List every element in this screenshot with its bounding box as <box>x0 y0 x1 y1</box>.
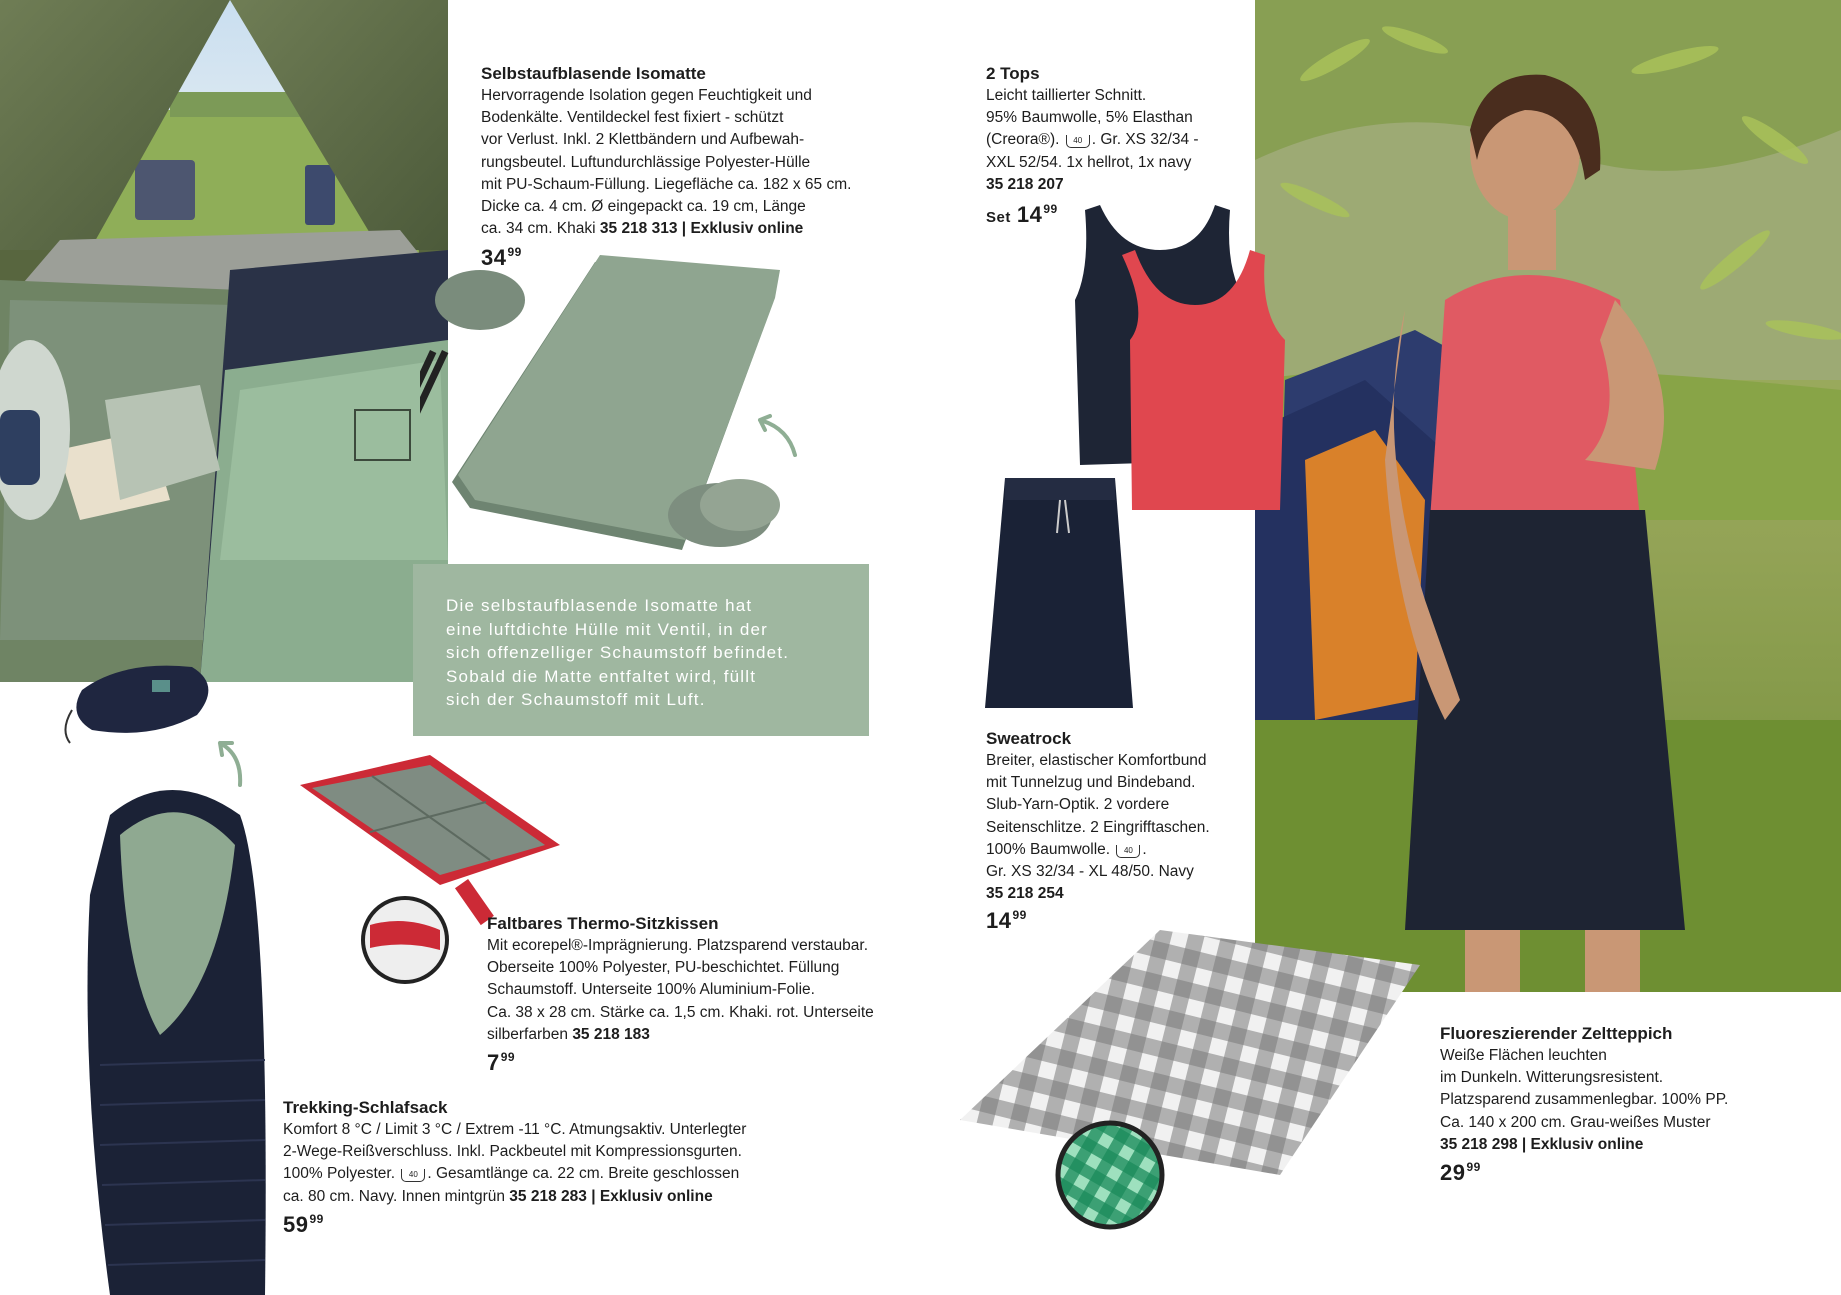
schlafsack-line-part: ca. 80 cm. Navy. Innen mintgrün <box>283 1187 505 1205</box>
set-label: Set <box>986 209 1011 226</box>
isomatte-line: vor Verlust. Inkl. 2 Klettbändern und Aufbewah- <box>481 131 805 149</box>
separator: | <box>681 220 687 238</box>
schlafsack-description <box>283 1096 746 1208</box>
schlafsack-line-part: . Gesamtlänge ca. 22 cm. Breite geschlossen <box>427 1165 740 1183</box>
sitzkissen-line: Ca. 38 x 28 cm. Stärke ca. 1,5 cm. Khaki. rot. Unterseite <box>487 1003 874 1021</box>
sweatrock-line: Breiter, elastischer Komfortbund <box>986 752 1207 769</box>
sweatrock-line: Gr. XS 32/34 - XL 48/50. Navy <box>986 863 1194 881</box>
woman-camping-photo <box>1255 0 1841 992</box>
schlafsack-line: Komfort 8 °C / Limit 3 °C / Extrem -11 °C. Atmungsaktiv. Unterlegter <box>283 1121 747 1138</box>
tops-line <box>986 129 1199 151</box>
curved-arrow-icon <box>750 410 800 460</box>
tops-line-part: (Creora®). <box>986 131 1060 149</box>
article-number: 35 218 254 <box>986 885 1064 903</box>
schlafsack-line <box>283 1163 746 1185</box>
isomatte-line: rungsbeutel. Luftundurchlässige Polyester-Hülle <box>481 153 811 171</box>
zeltteppich-description <box>1440 1022 1728 1156</box>
isomatte-line: Dicke ca. 4 cm. Ø eingepackt ca. 19 cm, Länge <box>481 198 806 216</box>
isomatte-line: Hervorragende Isolation gegen Feuchtigkeit und <box>481 87 812 104</box>
isomatte-price <box>481 245 522 271</box>
tops-description <box>986 62 1199 196</box>
sitzkissen-line: silberfarben <box>487 1025 568 1043</box>
sweatrock-line: mit Tunnelzug und Bindeband. <box>986 774 1196 792</box>
tops-line: XXL 52/54. 1x hellrot, 1x navy <box>986 153 1192 171</box>
sleeping-mat-image <box>420 250 880 570</box>
price-main: 14 <box>1016 202 1043 227</box>
wash-40-icon: 40 <box>1066 135 1090 148</box>
schlafsack-line-part: 100% Polyester. <box>283 1165 396 1183</box>
sweatrock-title: Sweatrock <box>986 729 1072 748</box>
tops-line: 95% Baumwolle, 5% Elasthan <box>986 109 1193 127</box>
price-main: 14 <box>986 908 1012 933</box>
article-number: 35 218 298 <box>1440 1135 1518 1153</box>
sitzkissen-line: Mit ecorepel®-Imprägnierung. Platzsparend verstaubar. <box>487 937 869 954</box>
wash-40-icon: 40 <box>401 1169 425 1182</box>
sitzkissen-description <box>487 912 874 1046</box>
tops-title: 2 Tops <box>986 64 1040 83</box>
tops-line: Leicht taillierter Schnitt. <box>986 87 1147 104</box>
zeltteppich-line: Ca. 140 x 200 cm. Grau-weißes Muster <box>1440 1113 1711 1131</box>
info-line: sich der Schaumstoff mit Luft. <box>446 690 706 710</box>
exclusive-online-badge: Exklusiv online <box>690 220 804 238</box>
sweatrock-line-part: . <box>1142 840 1147 858</box>
info-box <box>413 564 869 736</box>
schlafsack-title: Trekking-Schlafsack <box>283 1098 448 1117</box>
isomatte-line: ca. 34 cm. Khaki <box>481 220 596 238</box>
tank-tops-image <box>1070 200 1295 510</box>
sweatrock-line-part: 100% Baumwolle. <box>986 840 1111 858</box>
sitzkissen-price <box>487 1050 515 1076</box>
price-cents: 99 <box>500 1050 516 1064</box>
tent-rug-image <box>960 925 1420 1230</box>
exclusive-online-badge: Exklusiv online <box>1530 1135 1644 1153</box>
sleeping-bag-image <box>70 775 280 1295</box>
zeltteppich-line: Weiße Flächen leuchten <box>1440 1047 1607 1064</box>
price-main: 29 <box>1440 1160 1466 1185</box>
separator: | <box>591 1187 596 1205</box>
zeltteppich-line-last <box>1440 1134 1728 1156</box>
sitzkissen-line: Oberseite 100% Polyester, PU-beschichtet. Füllung <box>487 959 840 977</box>
article-number: 35 218 313 <box>599 220 678 238</box>
tent-interior-photo <box>0 0 448 682</box>
wash-40-icon: 40 <box>1116 845 1140 858</box>
tops-line-part: . Gr. XS 32/34 - <box>1091 131 1199 149</box>
sitzkissen-line: Schaumstoff. Unterseite 100% Aluminium-Folie. <box>487 981 815 999</box>
price-cents: 99 <box>1043 202 1058 216</box>
info-line: Sobald die Matte entfaltet wird, füllt <box>446 666 757 686</box>
schlafsack-price <box>283 1212 324 1238</box>
price-cents: 99 <box>1012 908 1027 922</box>
isomatte-line: mit PU-Schaum-Füllung. Liegefläche ca. 182 x 65 cm. <box>481 175 852 193</box>
price-main: 59 <box>283 1212 309 1237</box>
sweatrock-line: Slub-Yarn-Optik. 2 vordere <box>986 796 1170 814</box>
info-line: eine luftdichte Hülle mit Ventil, in der <box>446 619 769 639</box>
price-main: 7 <box>487 1050 500 1075</box>
zeltteppich-line: Platzsparend zusammenlegbar. 100% PP. <box>1440 1091 1729 1109</box>
zeltteppich-price <box>1440 1160 1481 1186</box>
sitzkissen-title: Faltbares Thermo-Sitzkissen <box>487 914 719 933</box>
schlafsack-line: 2-Wege-Reißverschluss. Inkl. Packbeutel mit Kompressionsgurten. <box>283 1143 742 1161</box>
article-number: 35 218 283 <box>509 1187 587 1205</box>
info-line: Die selbstaufblasende Isomatte hat <box>446 596 753 615</box>
article-number: 35 218 207 <box>986 175 1064 193</box>
price-cents: 99 <box>507 245 522 259</box>
zeltteppich-title: Fluoreszierender Zeltteppich <box>1440 1024 1673 1043</box>
isomatte-title: Selbstaufblasende Isomatte <box>481 64 706 83</box>
article-number: 35 218 183 <box>572 1025 650 1043</box>
sitzkissen-line-last <box>487 1024 874 1046</box>
sweatrock-line: Seitenschlitze. 2 Eingrifftaschen. <box>986 818 1210 836</box>
sweat-skirt-image <box>985 478 1135 708</box>
separator: | <box>1521 1135 1527 1153</box>
tops-price <box>986 202 1058 228</box>
price-cents: 99 <box>309 1212 324 1226</box>
sweatrock-line <box>986 839 1210 861</box>
isomatte-line: Bodenkälte. Ventildeckel fest fixiert - schützt <box>481 109 784 127</box>
schlafsack-line-last <box>283 1186 746 1208</box>
price-cents: 99 <box>1466 1160 1481 1174</box>
packed-sleeping-bag-image <box>62 655 222 750</box>
info-line: sich offenzelliger Schaumstoff befindet. <box>446 643 790 663</box>
isomatte-description <box>481 62 851 240</box>
sweatrock-description <box>986 727 1210 905</box>
sweatrock-price <box>986 908 1027 934</box>
price-main: 34 <box>481 245 507 270</box>
isomatte-line-last <box>481 218 851 240</box>
exclusive-online-badge: Exklusiv online <box>599 1187 713 1205</box>
zeltteppich-line: im Dunkeln. Witterungsresistent. <box>1440 1069 1664 1087</box>
